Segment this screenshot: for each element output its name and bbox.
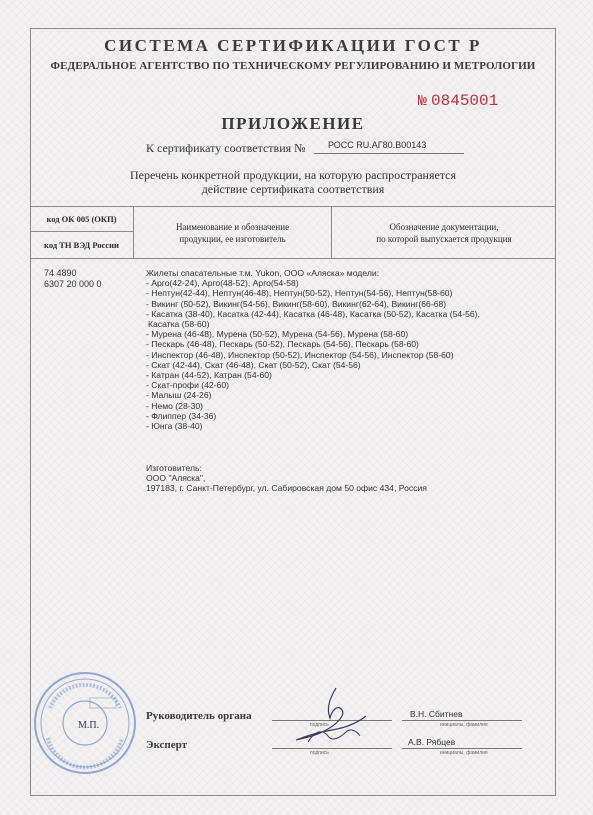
subtitle (30, 168, 556, 196)
list-item: - Флиппер (34-36) (146, 410, 217, 421)
list-item: - Инспектор (46-48), Инспектор (50-52), Инспектор (54-56), Инспектор (58-60) (146, 349, 454, 360)
printer-footer (30, 788, 556, 792)
manufacturer-block (146, 463, 427, 494)
header-agency: ФЕДЕРАЛЬНОЕ АГЕНТСТВО ПО ТЕХНИЧЕСКОМУ РЕГУЛИРОВАНИЮ И МЕТРОЛОГИИ (50, 60, 536, 72)
header-system: СИСТЕМА СЕРТИФИКАЦИИ ГОСТ Р (104, 36, 482, 55)
list-item: - Нептун(42-44), Нептун(46-48), Нептун(50-52), Нептун(54-56), Нептун(58-60) (146, 288, 453, 299)
product-codes (44, 268, 102, 290)
certificate-number: РОСС RU.АГ80.В00143 (314, 140, 464, 154)
manufacturer-name: ООО "Аляска", (146, 473, 206, 484)
doc-column-line1: Обозначение документации, (389, 222, 499, 232)
doc-column-line2: по которой выпускается продукция (376, 234, 512, 244)
name-column-line2: продукции, ее изготовитель (179, 234, 286, 244)
serial-value: 0845001 (431, 92, 499, 110)
list-item: - Мурена (46-48), Мурена (50-52), Мурена (54-56), Мурена (58-60) (146, 329, 409, 340)
list-item: - Пескарь (46-48), Пескарь (50-52), Пескарь (54-56), Пескарь (58-60) (146, 339, 419, 350)
expert-name: А.В. Рябцев (408, 737, 456, 747)
list-item: - Скат (42-44), Скат (46-48), Скат (50-52), Скат (54-56) (146, 359, 361, 370)
code-tnved-header: код ТН ВЭД России (44, 240, 119, 250)
page-title: ПРИЛОЖЕНИЕ (221, 114, 365, 133)
list-item: - Немо (28-30) (146, 400, 204, 411)
manufacturer-label: Изготовитель: (146, 463, 202, 473)
head-initials-caption: инициалы, фамилия (440, 722, 488, 728)
name-column-header (134, 207, 332, 258)
code-okp-value: 74 4890 (44, 268, 77, 278)
code-column (30, 207, 134, 258)
subtitle-line2: действие сертификата соответствия (201, 182, 385, 196)
list-item: - Скат-профи (42-60) (146, 380, 229, 391)
expert-sign-caption: подпись (310, 750, 329, 756)
list-item: - Юнга (38-40) (146, 421, 203, 432)
list-item: - Касатка (38-40), Касатка (42-44), Касатка (46-48), Касатка (50-52), Касатка (54-56), (146, 308, 480, 319)
head-sign-caption: подпись (310, 722, 329, 728)
certificate-label: К сертификату соответствия № (146, 141, 306, 155)
subtitle-line1: Перечень конкретной продукции, на которую распространяется (129, 168, 457, 182)
serial-number (418, 92, 498, 110)
doc-column-header (332, 207, 556, 258)
handwritten-signature (286, 680, 376, 750)
head-signature-label: Руководитель органа (146, 710, 252, 722)
list-item: Касатка (58-60) (148, 319, 210, 330)
table-header (30, 206, 556, 259)
code-tnved-value: 6307 20 000 0 (44, 279, 102, 289)
serial-prefix: № (418, 93, 428, 110)
manufacturer-address: 197183, г. Санкт-Петербург, ул. Сабировская дом 50 офис 434, Россия (146, 483, 427, 494)
expert-initials-caption: инициалы, фамилия (440, 750, 488, 756)
head-name-line (402, 720, 522, 721)
head-name: В.Н. Сбитнев (410, 709, 463, 719)
expert-signature-label: Эксперт (146, 739, 188, 751)
list-item: - Арго(42-24), Арго(48-52), Арго(54-58) (146, 278, 299, 289)
list-item: Жилеты спасательные т.м. Yukon, ООО «Аляска» модели: (146, 268, 380, 278)
product-list (146, 268, 546, 431)
stamp-mp: М.П. (78, 720, 100, 731)
list-item: - Малыш (24-26) (146, 390, 212, 401)
list-item: - Катран (44-52), Катран (54-60) (146, 370, 272, 381)
code-okp-header: код ОК 005 (ОКП) (30, 207, 133, 232)
expert-name-line (402, 748, 522, 749)
name-column-line1: Наименование и обозначение (175, 222, 290, 232)
round-seal-stamp (30, 668, 140, 778)
list-item: - Викинг (50-52), Викинг(54-56), Викинг(58-60), Викинг(62-64), Викинг(66-68) (146, 298, 447, 309)
